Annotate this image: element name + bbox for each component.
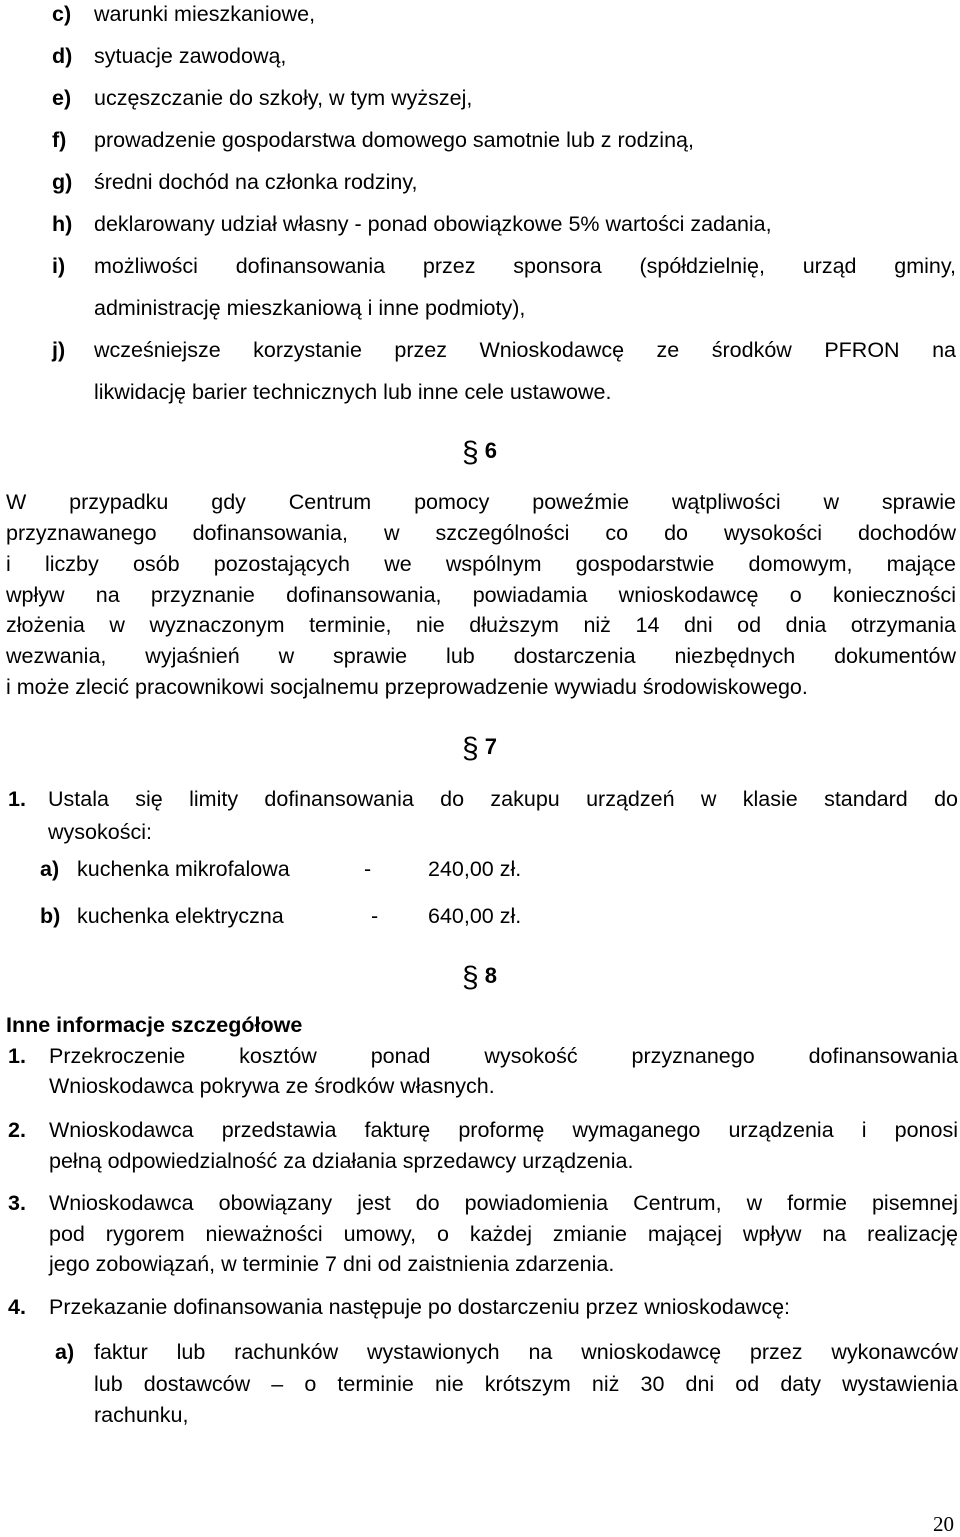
limit-amount-a: 240,00 zł.	[428, 857, 522, 881]
list-item-j-line2: likwidację barier technicznych lub inne cele ustawowe.	[94, 380, 612, 404]
list-label-c: c)	[52, 2, 72, 26]
section-8-item-1-label: 1.	[8, 1044, 26, 1068]
limit-label-a: a)	[40, 857, 60, 881]
section-8-item-4-line-1: Przekazanie dofinansowania następuje po dostarczeniu przez wnioskodawcę:	[49, 1295, 791, 1319]
list-item-e: uczęszczanie do szkoły, w tym wyższej,	[94, 86, 473, 110]
list-item-f: prowadzenie gospodarstwa domowego samotnie lub z rodziną,	[94, 128, 694, 152]
list-item-h: deklarowany udział własny - ponad obowiązkowe 5% wartości zadania,	[94, 212, 772, 236]
list-item-d: sytuacje zawodową,	[94, 44, 287, 68]
limit-dash-a: -	[364, 857, 372, 881]
list-label-e: e)	[52, 86, 72, 110]
list-item-i-line2: administrację mieszkaniową i inne podmioty),	[94, 296, 526, 320]
section-7-item-1-line-1: Ustala się limity dofinansowania do zakupu urządzeń w klasie standard do	[48, 787, 958, 811]
section-6-line-4: wpływ na przyznanie dofinansowania, powiadamia wnioskodawcę o konieczności	[6, 583, 956, 607]
section-8-sub-a-line-2: lub dostawców – o terminie nie krótszym niż 30 dni od daty wystawienia	[94, 1372, 958, 1396]
limit-name-b: kuchenka elektryczna	[77, 904, 284, 928]
section-7-item-1-line-2: wysokości:	[48, 820, 152, 844]
section-6-line-7: i może zlecić pracownikowi socjalnemu przeprowadzenie wywiadu środowiskowego.	[6, 675, 808, 699]
section-8-item-3-label: 3.	[8, 1191, 26, 1215]
section-8-item-3-line-1: Wnioskodawca obowiązany jest do powiadomienia Centrum, w formie pisemnej	[49, 1191, 958, 1215]
limit-dash-b: -	[371, 904, 379, 928]
section-6-heading: § 6	[462, 436, 497, 469]
section-8-item-2-label: 2.	[8, 1118, 26, 1142]
section-8-item-2-line-1: Wnioskodawca przedstawia fakturę proformę wymaganego urządzenia i ponosi	[49, 1118, 958, 1142]
section-8-item-4-label: 4.	[8, 1295, 26, 1319]
list-label-g: g)	[52, 170, 73, 194]
list-label-j: j)	[52, 338, 66, 362]
section-6-line-2: przyznawanego dofinansowania, w szczególności co do wysokości dochodów	[6, 521, 956, 545]
section-8-sub-a-line-3: rachunku,	[94, 1403, 189, 1427]
section-6-line-6: wezwania, wyjaśnień w sprawie lub dostarczenia niezbędnych dokumentów	[6, 644, 956, 668]
list-item-c: warunki mieszkaniowe,	[94, 2, 316, 26]
limit-name-a: kuchenka mikrofalowa	[77, 857, 290, 881]
section-8-sub-a-label: a)	[55, 1340, 75, 1364]
section-8-item-3-line-3: jego zobowiązań, w terminie 7 dni od zaistnienia zdarzenia.	[49, 1252, 615, 1276]
page-number: 20	[933, 1512, 954, 1536]
section-8-item-2-line-2: pełną odpowiedzialność za działania sprzedawcy urządzenia.	[49, 1149, 634, 1173]
section-6-line-1: W przypadku gdy Centrum pomocy poweźmie wątpliwości w sprawie	[6, 490, 956, 514]
list-label-d: d)	[52, 44, 73, 68]
section-7-item-1-label: 1.	[8, 787, 26, 811]
section-6-line-5: złożenia w wyznaczonym terminie, nie dłuższym niż 14 dni od dnia otrzymania	[6, 613, 956, 637]
section-8-heading: § 8	[462, 961, 497, 994]
limit-amount-b: 640,00 zł.	[428, 904, 522, 928]
list-item-g: średni dochód na członka rodziny,	[94, 170, 418, 194]
limit-label-b: b)	[40, 904, 61, 928]
list-label-f: f)	[52, 128, 67, 152]
section-6-line-3: i liczby osób pozostających we wspólnym gospodarstwie domowym, mające	[6, 552, 956, 576]
section-8-item-1-line-1: Przekroczenie kosztów ponad wysokość przyznanego dofinansowania	[49, 1044, 958, 1068]
section-8-sub-a-line-1: faktur lub rachunków wystawionych na wnioskodawcę przez wykonawców	[94, 1340, 958, 1364]
section-8-item-3-line-2: pod rygorem nieważności umowy, o każdej zmianie mającej wpływ na realizację	[49, 1222, 958, 1246]
list-item-i-line1: możliwości dofinansowania przez sponsora (spółdzielnię, urząd gminy,	[94, 254, 956, 278]
section-7-heading: § 7	[462, 732, 497, 765]
section-8-title: Inne informacje szczegółowe	[6, 1013, 303, 1037]
section-8-item-1-line-2: Wnioskodawca pokrywa ze środków własnych.	[49, 1074, 495, 1098]
list-item-j-line1: wcześniejsze korzystanie przez Wnioskodawcę ze środków PFRON na	[94, 338, 956, 362]
list-label-h: h)	[52, 212, 73, 236]
list-label-i: i)	[52, 254, 66, 278]
